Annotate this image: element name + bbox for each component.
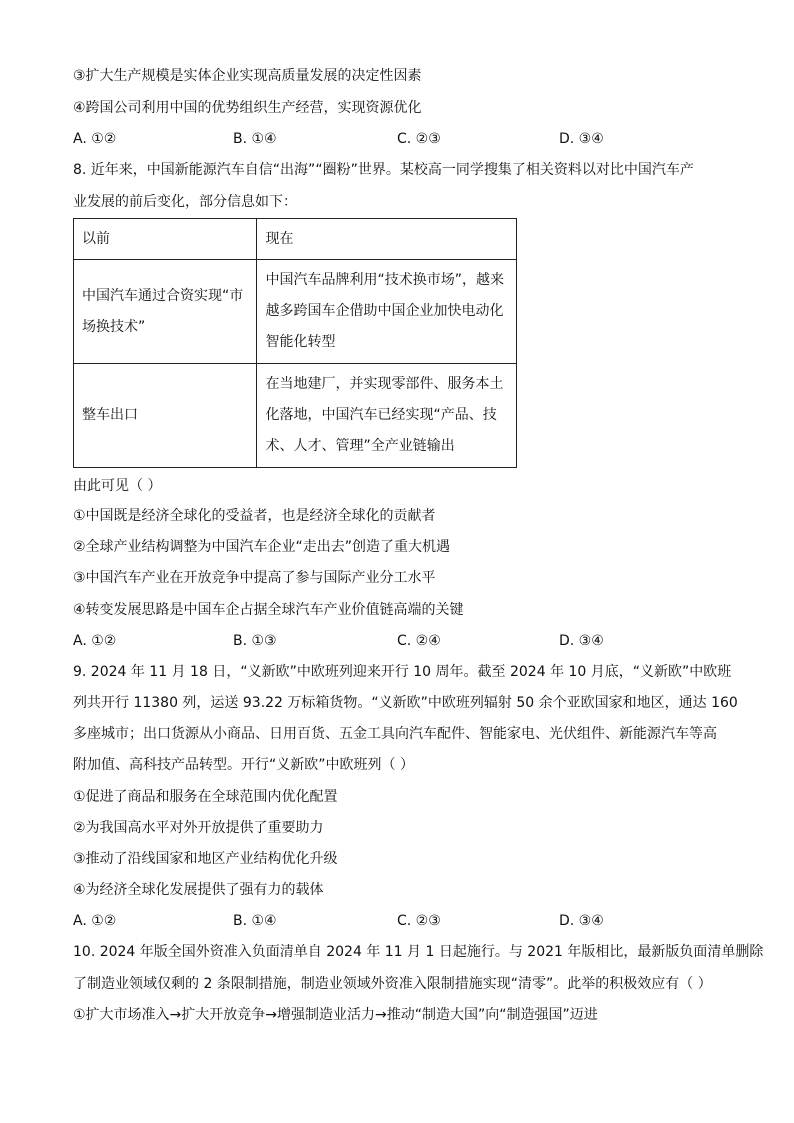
table-header-row — [74, 219, 517, 260]
header-now: 现在 — [257, 219, 517, 260]
q9-stem-line-3: 多座城市；出口货源从小商品、日用百货、五金工具向汽车配件、智能家电、光伏组件、新能源汽车等高 — [73, 726, 717, 742]
row1-now-line: 中国汽车品牌利用“技术换市场”，越来 — [265, 272, 504, 288]
q8-item-3: ③中国汽车产业在开放竞争中提高了参与国际产业分工水平 — [73, 570, 436, 586]
q8-stem-line-2: 业发展的前后变化，部分信息如下： — [73, 194, 297, 210]
q10-item-1: ①扩大市场准入→扩大开放竞争→增强制造业活力→推动“制造大国”向“制造强国”迈进 — [73, 1007, 598, 1023]
q9-stem-line-1: 9. 2024 年 11 月 18 日，“义新欧”中欧班列迎来开行 10 周年。截至 2024 年 10 月底，“义新欧”中欧班 — [73, 664, 732, 680]
row1-now-line: 智能化转型 — [265, 334, 336, 350]
q9-stem-line-4: 附加值、高科技产品转型。开行“义新欧”中欧班列（ ） — [73, 757, 414, 773]
q8-stem-line-1: 8. 近年来，中国新能源汽车自信“出海”“圈粉”世界。某校高一同学搜集了相关资料以对比中国汽车产 — [73, 162, 694, 178]
table-row — [74, 260, 517, 364]
row2-now-line: 化落地，中国汽车已经实现“产品、技 — [265, 407, 497, 423]
row2-before-line: 整车出口 — [82, 407, 138, 423]
q9-item-3: ③推动了沿线国家和地区产业结构优化升级 — [73, 851, 338, 867]
q8-option-b[interactable]: B. ①③ — [233, 633, 277, 649]
q7-option-c[interactable]: C. ②③ — [397, 131, 441, 147]
q8-prompt: 由此可见（ ） — [73, 478, 162, 494]
q8-option-d[interactable]: D. ③④ — [559, 633, 604, 649]
q7-option-d[interactable]: D. ③④ — [559, 131, 604, 147]
header-before: 以前 — [74, 219, 257, 260]
row1-before-line: 中国汽车通过合资实现“市 — [82, 287, 244, 304]
q7-option-a[interactable]: A. ①② — [73, 131, 117, 147]
q8-comparison-table — [73, 218, 517, 468]
q9-option-a[interactable]: A. ①② — [73, 913, 117, 929]
row1-before — [74, 260, 257, 364]
row1-now-line: 越多跨国车企借助中国企业加快电动化 — [265, 303, 504, 319]
q8-option-a[interactable]: A. ①② — [73, 633, 117, 649]
q9-item-4: ④为经济全球化发展提供了强有力的载体 — [73, 882, 324, 898]
q9-options — [73, 911, 723, 931]
row2-before — [74, 364, 257, 468]
q9-item-2: ②为我国高水平对外开放提供了重要助力 — [73, 820, 324, 836]
row1-now — [257, 260, 517, 364]
q8-item-2: ②全球产业结构调整为中国汽车企业“走出去”创造了重大机遇 — [73, 539, 451, 555]
q7-options — [73, 129, 723, 149]
q9-option-b[interactable]: B. ①④ — [233, 913, 277, 929]
table-row — [74, 364, 517, 468]
q7-item-3: ③扩大生产规模是实体企业实现高质量发展的决定性因素 — [73, 68, 422, 84]
row1-before-line: 场换技术” — [82, 318, 146, 335]
q10-stem-line-1: 10. 2024 年版全国外资准入负面清单自 2024 年 11 月 1 日起施行。与 2021 年版相比，最新版负面清单删除 — [73, 944, 764, 960]
q9-option-d[interactable]: D. ③④ — [559, 913, 604, 929]
q10-stem-line-2: 了制造业领域仅剩的 2 条限制措施，制造业领域外资准入限制措施实现“清零”。此举的积极效应有（ ） — [73, 976, 712, 992]
q8-item-4: ④转变发展思路是中国车企占据全球汽车产业价值链高端的关键 — [73, 602, 464, 618]
q9-item-1: ①促进了商品和服务在全球范围内优化配置 — [73, 789, 338, 805]
row2-now-line: 术、人才、管理”全产业链输出 — [265, 438, 455, 454]
q8-option-c[interactable]: C. ②④ — [397, 633, 441, 649]
row2-now — [257, 364, 517, 468]
row2-now-line: 在当地建厂，并实现零部件、服务本土 — [265, 376, 504, 392]
q9-option-c[interactable]: C. ②③ — [397, 913, 441, 929]
q7-item-4: ④跨国公司利用中国的优势组织生产经营，实现资源优化 — [73, 100, 422, 116]
q8-options — [73, 631, 723, 651]
q7-option-b[interactable]: B. ①④ — [233, 131, 277, 147]
q8-item-1: ①中国既是经济全球化的受益者，也是经济全球化的贡献者 — [73, 508, 436, 524]
q9-stem-line-2: 列共开行 11380 列，运送 93.22 万标箱货物。“义新欧”中欧班列辐射 50 余个亚欧国家和地区，通达 160 — [73, 695, 738, 711]
